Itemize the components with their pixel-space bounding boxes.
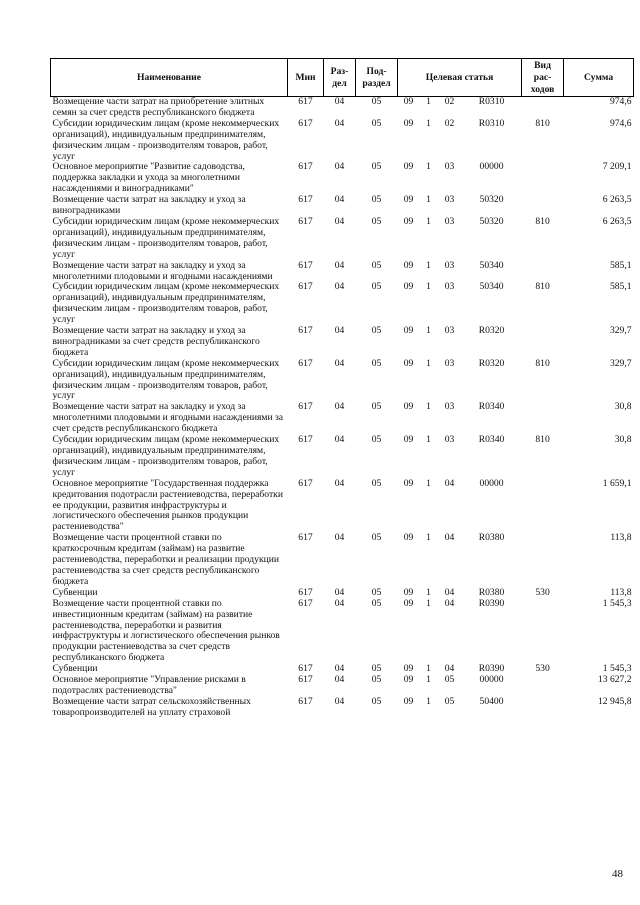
- row-name: Возмещение части затрат на закладку и уход за многолетними плодовыми и ягодными насаждениями: [52, 259, 273, 282]
- row-vid-raskhodov: [522, 402, 564, 435]
- row-razdel: 04: [334, 674, 345, 686]
- row-target-program: 09: [403, 586, 414, 598]
- row-min: 617: [298, 434, 313, 446]
- row-sum: 329,7: [609, 357, 632, 369]
- header-podrazdel: Под- раздел: [356, 59, 398, 97]
- row-target-subprogram: 1: [426, 401, 431, 413]
- row-target-code: R0340: [478, 434, 505, 446]
- row-target-event: 03: [444, 281, 455, 293]
- row-podrazdel: 05: [371, 215, 382, 227]
- row-vid-raskhodov: 530: [535, 586, 550, 598]
- row-target-subprogram: 1: [426, 96, 431, 107]
- row-target-subprogram: 1: [426, 663, 431, 675]
- row-target-event: 04: [444, 663, 455, 675]
- row-target-event: 02: [444, 117, 455, 129]
- table-row: [51, 282, 634, 326]
- row-razdel: 04: [334, 215, 345, 227]
- row-name: Возмещение части затрат на приобретение элитных семян за счет средств республиканского бюджета: [52, 96, 265, 118]
- row-target-code: 50320: [479, 215, 504, 227]
- table-row: [51, 195, 634, 217]
- header-target: Целевая статья: [398, 59, 522, 97]
- row-target-event: 03: [444, 161, 455, 173]
- row-target-program: 09: [403, 401, 414, 413]
- row-razdel: 04: [334, 597, 345, 609]
- row-target-event: 03: [444, 434, 455, 446]
- row-vid-raskhodov: 810: [535, 434, 550, 446]
- table-row: [51, 97, 634, 119]
- row-target-code: 50340: [479, 259, 504, 271]
- row-sum: 1 545,3: [602, 597, 632, 609]
- row-sum: 974,6: [609, 96, 632, 107]
- row-min: 617: [298, 325, 313, 337]
- row-target-subprogram: 1: [426, 586, 431, 598]
- row-podrazdel: 05: [371, 194, 382, 206]
- row-target-subprogram: 1: [426, 597, 431, 609]
- row-min: 617: [298, 477, 313, 489]
- row-razdel: 04: [334, 663, 345, 675]
- row-vid-raskhodov: [522, 326, 564, 359]
- row-target-event: 03: [444, 401, 455, 413]
- row-vid-raskhodov: 810: [535, 281, 550, 293]
- table-row: [51, 359, 634, 403]
- row-name: Субсидии юридическим лицам (кроме некоммерческих организаций), индивидуальным предпринимателям, физическим лицам - производителям товаров, работ, услуг: [52, 357, 280, 402]
- row-sum: 30,8: [614, 434, 632, 446]
- row-sum: 585,1: [609, 259, 632, 271]
- row-target-program: 09: [403, 259, 414, 271]
- header-name: Наименование: [51, 59, 288, 97]
- row-razdel: 04: [334, 259, 345, 271]
- row-min: 617: [298, 597, 313, 609]
- row-target-program: 09: [403, 434, 414, 446]
- row-target-subprogram: 1: [426, 357, 431, 369]
- row-target-program: 09: [403, 194, 414, 206]
- row-min: 617: [298, 259, 313, 271]
- row-name: Возмещение части процентной ставки по инвестиционным кредитам (займам) на развитие растениеводства, переработки и развития инфраструктуры и логистического обеспечения рынков продукции растениеводства за счет средств республиканского бюджета: [52, 597, 280, 664]
- row-target-event: 03: [444, 194, 455, 206]
- row-target-code: R0340: [478, 401, 505, 413]
- row-podrazdel: 05: [371, 434, 382, 446]
- row-sum: 6 263,5: [602, 194, 632, 206]
- table-row: [51, 261, 634, 283]
- row-target-program: 09: [403, 161, 414, 173]
- row-target-program: 09: [403, 96, 414, 107]
- row-razdel: 04: [334, 325, 345, 337]
- row-target-code: 50320: [479, 194, 504, 206]
- row-name: Субсидии юридическим лицам (кроме некоммерческих организаций), индивидуальным предпринимателям, физическим лицам - производителям товаров, работ, услуг: [52, 215, 280, 260]
- row-podrazdel: 05: [371, 597, 382, 609]
- row-min: 617: [298, 281, 313, 293]
- row-target-subprogram: 1: [426, 325, 431, 337]
- row-podrazdel: 05: [371, 357, 382, 369]
- row-target-event: 03: [444, 325, 455, 337]
- row-target-event: 03: [444, 215, 455, 227]
- row-target-subprogram: 1: [426, 281, 431, 293]
- table-row: [51, 217, 634, 261]
- budget-table: [50, 58, 634, 721]
- header-sum: Сумма: [564, 59, 634, 97]
- row-podrazdel: 05: [371, 663, 382, 675]
- row-vid-raskhodov: [522, 533, 564, 588]
- row-sum: 6 263,5: [602, 215, 632, 227]
- row-target-subprogram: 1: [426, 695, 431, 707]
- row-podrazdel: 05: [371, 695, 382, 707]
- row-podrazdel: 05: [371, 96, 382, 107]
- row-target-code: R0320: [478, 325, 505, 337]
- row-min: 617: [298, 161, 313, 173]
- row-podrazdel: 05: [371, 259, 382, 271]
- row-razdel: 04: [334, 357, 345, 369]
- row-vid-raskhodov: [522, 195, 564, 217]
- row-target-code: 00000: [479, 477, 504, 489]
- row-target-code: 50400: [479, 695, 504, 707]
- row-razdel: 04: [334, 695, 345, 707]
- row-razdel: 04: [334, 434, 345, 446]
- row-razdel: 04: [334, 194, 345, 206]
- row-min: 617: [298, 215, 313, 227]
- table-header: [51, 59, 634, 97]
- row-sum: 113,8: [610, 586, 632, 598]
- row-target-event: 02: [444, 96, 455, 107]
- row-target-event: 05: [444, 674, 455, 686]
- row-name: Возмещение части затрат на закладку и уход за многолетними плодовыми и ягодными насаждениями за счет средств республиканского бюджета: [52, 401, 284, 435]
- row-target-event: 04: [444, 477, 455, 489]
- row-razdel: 04: [334, 161, 345, 173]
- table-row: [51, 479, 634, 534]
- table-row: [51, 697, 634, 721]
- row-podrazdel: 05: [371, 117, 382, 129]
- row-name: Субсидии юридическим лицам (кроме некоммерческих организаций), индивидуальным предпринимателям, физическим лицам - производителям товаров, работ, услуг: [52, 117, 280, 162]
- row-target-event: 03: [444, 259, 455, 271]
- header-razdel: Раз- дел: [324, 59, 356, 97]
- row-sum: 13 627,2: [597, 674, 632, 686]
- row-target-code: R0320: [478, 357, 505, 369]
- row-razdel: 04: [334, 281, 345, 293]
- table-row: [51, 402, 634, 435]
- row-min: 617: [298, 117, 313, 129]
- row-razdel: 04: [334, 477, 345, 489]
- row-min: 617: [298, 96, 313, 107]
- row-sum: 1 659,1: [602, 477, 632, 489]
- row-name: Возмещение части процентной ставки по краткосрочным кредитам (займам) на развитие растениеводства, переработки и реализации продукции растениеводства за счет средств республиканского бюджета: [52, 532, 280, 587]
- table-row: [51, 326, 634, 359]
- row-sum: 585,1: [609, 281, 632, 293]
- row-name: Основное мероприятие "Государственная поддержка кредитования подотрасли растениеводства, переработки ее продукции, развития инфраструктуры и логистического обеспечения рынков продукции растениеводства": [52, 477, 283, 533]
- table-row: [51, 675, 634, 697]
- row-razdel: 04: [334, 401, 345, 413]
- row-vid-raskhodov: 530: [535, 663, 550, 675]
- table-row: [51, 162, 634, 195]
- row-vid-raskhodov: [522, 162, 564, 195]
- row-podrazdel: 05: [371, 281, 382, 293]
- row-vid-raskhodov: 810: [535, 117, 550, 129]
- row-target-subprogram: 1: [426, 532, 431, 544]
- row-target-code: 50340: [479, 281, 504, 293]
- row-podrazdel: 05: [371, 674, 382, 686]
- header-min: Мин: [288, 59, 324, 97]
- row-target-code: 00000: [479, 161, 504, 173]
- row-target-event: 03: [444, 357, 455, 369]
- row-podrazdel: 05: [371, 477, 382, 489]
- row-vid-raskhodov: 810: [535, 215, 550, 227]
- row-target-subprogram: 1: [426, 161, 431, 173]
- row-target-program: 09: [403, 477, 414, 489]
- row-target-code: R0390: [478, 597, 505, 609]
- row-name: Возмещение части затрат на закладку и уход за виноградниками за счет средств республиканского бюджета: [52, 325, 260, 358]
- row-target-program: 09: [403, 674, 414, 686]
- row-vid-raskhodov: [522, 261, 564, 283]
- row-sum: 7 209,1: [602, 161, 632, 173]
- row-name: Основное мероприятие "Развитие садоводства, поддержка закладки и ухода за многолетними насаждениями и виноградниками": [52, 161, 245, 195]
- row-target-event: 04: [444, 586, 455, 598]
- row-target-subprogram: 1: [426, 215, 431, 227]
- row-vid-raskhodov: [522, 599, 564, 664]
- row-target-subprogram: 1: [426, 194, 431, 206]
- table-row: [51, 435, 634, 479]
- table-row: [51, 599, 634, 664]
- row-target-program: 09: [403, 281, 414, 293]
- row-target-program: 09: [403, 597, 414, 609]
- row-target-subprogram: 1: [426, 117, 431, 129]
- row-name: Субсидии юридическим лицам (кроме некоммерческих организаций), индивидуальным предпринимателям, физическим лицам - производителям товаров, работ, услуг: [52, 281, 280, 326]
- row-target-program: 09: [403, 357, 414, 369]
- row-vid-raskhodov: [522, 675, 564, 697]
- row-razdel: 04: [334, 532, 345, 544]
- row-sum: 329,7: [609, 325, 632, 337]
- header-vid: Вид рас- ходов: [522, 59, 564, 97]
- row-min: 617: [298, 401, 313, 413]
- row-min: 617: [298, 357, 313, 369]
- row-target-subprogram: 1: [426, 477, 431, 489]
- row-target-event: 05: [444, 695, 455, 707]
- row-podrazdel: 05: [371, 586, 382, 598]
- row-target-code: R0390: [478, 663, 505, 675]
- row-name: Возмещение части затрат сельскохозяйственных товаропроизводителей на уплату страховой: [52, 695, 251, 718]
- row-vid-raskhodov: 810: [535, 357, 550, 369]
- row-sum: 30,8: [614, 401, 632, 413]
- row-podrazdel: 05: [371, 532, 382, 544]
- row-sum: 113,8: [610, 532, 632, 544]
- row-min: 617: [298, 586, 313, 598]
- row-razdel: 04: [334, 117, 345, 129]
- row-name: Основное мероприятие "Управление рисками в подотраслях растениеводства": [52, 674, 246, 696]
- row-target-code: R0380: [478, 532, 505, 544]
- row-target-code: 00000: [479, 674, 504, 686]
- row-name: Субвенции: [52, 586, 98, 598]
- row-sum: 12 945,8: [597, 695, 632, 707]
- row-name: Субсидии юридическим лицам (кроме некоммерческих организаций), индивидуальным предпринимателям, физическим лицам - производителям товаров, работ, услуг: [52, 434, 280, 478]
- row-vid-raskhodov: [522, 97, 564, 119]
- row-min: 617: [298, 532, 313, 544]
- row-min: 617: [298, 695, 313, 707]
- row-target-program: 09: [403, 532, 414, 544]
- table-row: [51, 533, 634, 588]
- row-razdel: 04: [334, 586, 345, 598]
- row-target-program: 09: [403, 215, 414, 227]
- row-target-program: 09: [403, 663, 414, 675]
- table-row: [51, 119, 634, 163]
- row-target-code: R0380: [478, 586, 505, 598]
- row-min: 617: [298, 194, 313, 206]
- row-podrazdel: 05: [371, 161, 382, 173]
- row-sum: 1 545,3: [602, 663, 632, 675]
- row-vid-raskhodov: [522, 479, 564, 534]
- page-number: 48: [612, 868, 623, 880]
- row-podrazdel: 05: [371, 325, 382, 337]
- row-target-event: 04: [444, 532, 455, 544]
- row-target-program: 09: [403, 325, 414, 337]
- row-target-subprogram: 1: [426, 434, 431, 446]
- table-body: [51, 97, 634, 721]
- row-target-subprogram: 1: [426, 259, 431, 271]
- row-sum: 974,6: [609, 117, 632, 129]
- row-target-program: 09: [403, 695, 414, 707]
- row-target-code: R0310: [478, 117, 505, 129]
- row-vid-raskhodov: [522, 697, 564, 721]
- row-razdel: 04: [334, 96, 345, 107]
- row-target-subprogram: 1: [426, 674, 431, 686]
- row-target-program: 09: [403, 117, 414, 129]
- row-target-event: 04: [444, 597, 455, 609]
- row-podrazdel: 05: [371, 401, 382, 413]
- row-name: Возмещение части затрат на закладку и уход за виноградниками: [52, 194, 246, 217]
- row-min: 617: [298, 663, 313, 675]
- row-min: 617: [298, 674, 313, 686]
- row-name: Субвенции: [52, 663, 98, 675]
- row-target-code: R0310: [478, 96, 505, 107]
